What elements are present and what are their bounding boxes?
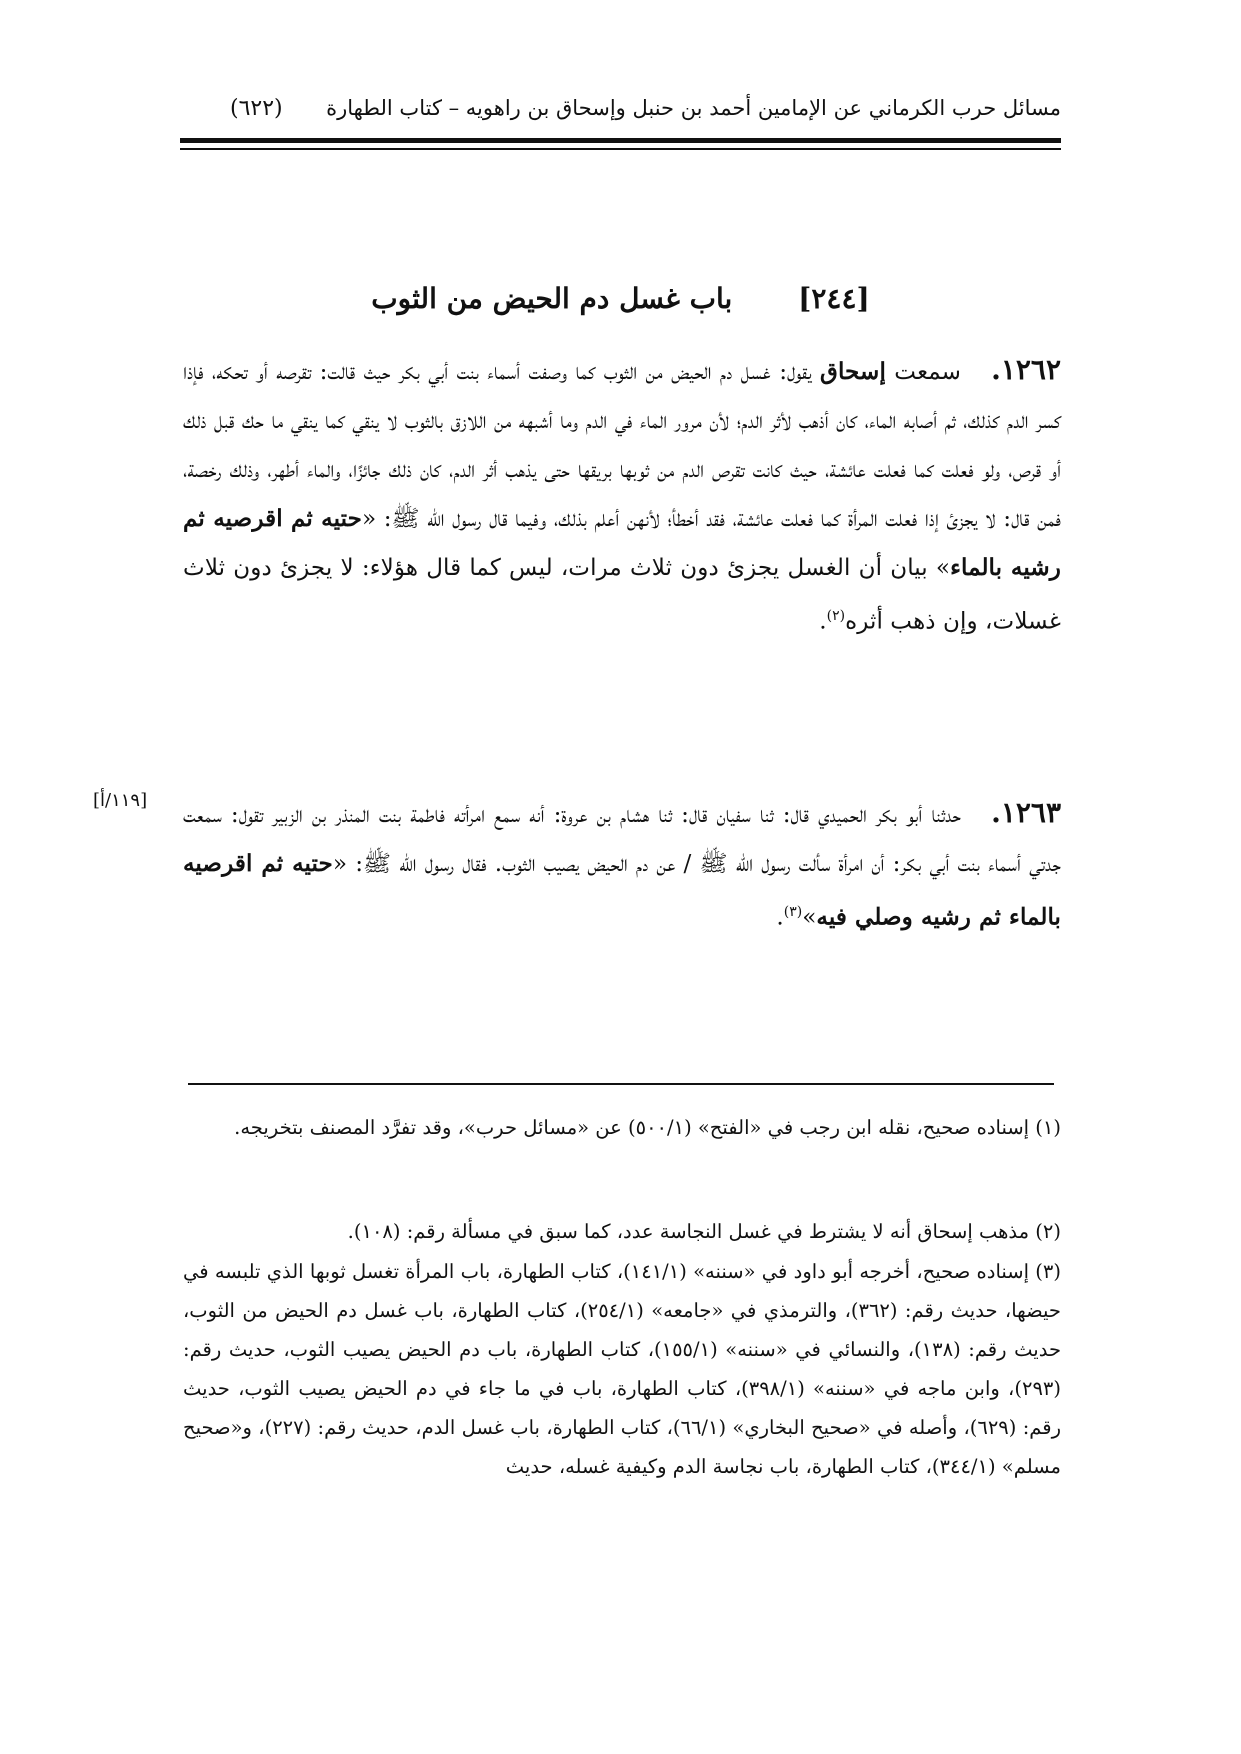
header-title: مسائل حرب الكرماني عن الإمامين أحمد بن حنبل وإسحاق بن راهويه – كتاب الطهارة — [326, 96, 1061, 120]
paragraph-number: ١٢٦٢. — [991, 353, 1061, 386]
footnote-ref[interactable]: (٣) — [783, 904, 803, 920]
chapter-title: باب غسل دم الحيض من الثوب — [371, 282, 733, 315]
paragraph-text: » بيان أن الغسل يجزئ دون ثلاث مرات، ليس كما قال هؤلاء: لا يجزئ دون ثلاث غسلات، وإن ذهب أثره — [183, 554, 1061, 635]
bold-name: إسحاق — [820, 358, 886, 385]
paragraph-1263 — [183, 788, 1061, 942]
paragraph-text: حدثنا أبو بكر الحميدي قال: ثنا سفيان قال: ثنا هشام بن عروة: أنه سمع امرأته فاطمة بنت المنذر بن الزبير تقول: سمعت جدتي أسماء بنت أبي بكر: أن امرأة سألت رسول الله ﷺ / عن دم الحيض يصيب الثوب. فقال رسول الله ﷺ: « — [183, 801, 1061, 877]
paragraph-end: . — [819, 607, 827, 635]
header-rule-thick — [180, 138, 1061, 143]
header-rule-thin — [180, 148, 1061, 150]
paragraph-number: ١٢٦٣. — [991, 796, 1061, 829]
manuscript-folio-ref: [١١٩/أ] — [93, 790, 148, 811]
paragraph-text: » — [802, 903, 817, 931]
chapter-number: [٢٤٤] — [798, 282, 870, 315]
footnote-3: (٣) إسناده صحيح، أخرجه أبو داود في «سننه» (١٤١/١)، كتاب الطهارة، باب المرأة تغسل ثوبها الذي تلبسه في حيضها، حديث رقم: (٣٦٢)، والترمذي في «جامعه» (٢٥٤/١)، كتاب الطهارة، باب غسل دم الحيض من الثوب، حديث رقم: (١٣٨)، والنسائي في «سننه» (١٥٥/١)، كتاب الطهارة، باب دم الحيض يصيب الثوب، حديث رقم: (٢٩٣)، وابن ماجه في «سننه» (٣٩٨/١)، كتاب الطهارة، باب في ما جاء في دم الحيض يصيب الثوب، حديث رقم: (٦٢٩)، وأصله في «صحيح البخاري» (٦٦/١)، كتاب الطهارة، باب غسل الدم، حديث رقم: (٢٢٧)، و«صحيح مسلم» (٣٤٤/١)، كتاب الطهارة، باب نجاسة الدم وكيفية غسله، حديث — [183, 1260, 1062, 1478]
footnote-2: (٢) مذهب إسحاق أنه لا يشترط في غسل النجاسة عدد، كما سبق في مسألة رقم: (١٠٨). — [347, 1220, 1061, 1243]
footnote-separator — [188, 1083, 1054, 1085]
hadith-quote: حتيه ثم اقرصيه بالماء ثم رشيه وصلي فيه — [183, 850, 1061, 931]
running-header — [230, 88, 1061, 128]
chapter-heading — [180, 282, 1061, 315]
paragraph-text: يقول: غسل دم الحيض من الثوب كما وصفت أسماء بنت أبي بكر حيث قالت: تقرصه أو تحكه، فإذا كسر الدم كذلك، ثم أصابه الماء، كان أذهب لأثر الدم؛ لأن مرور الماء في الدم وما أشبهه من اللازق بالثوب لا ينقي كما ينقي ما حك قبل ذلك أو قرص، ولو فعلت كما فعلت عائشة، حيث كانت تقرص الدم من ثوبها بريقها حتى يذهب أثر الدم، كان ذلك جائزًا، والماء أطهر، وذلك رخصة، فمن قال: لا يجزئ إذا فعلت المرأة كما فعلت عائشة، فقد أخطأ؛ لأنهن أعلم بذلك، وفيما قال رسول الله ﷺ: « — [183, 358, 1061, 532]
page-number: (٦٢٢) — [230, 95, 283, 121]
paragraph-text: سمعت — [885, 358, 962, 385]
footnote-ref[interactable]: (٢) — [826, 608, 846, 624]
paragraph-1262 — [183, 345, 1061, 646]
hadith-quote: حتيه ثم اقرصيه ثم رشيه بالماء — [183, 505, 1061, 581]
paragraph-end: . — [776, 903, 784, 931]
footnote-1: (١) إسناده صحيح، نقله ابن رجب في «الفتح» (٥٠٠/١) عن «مسائل حرب»، وقد تفرَّد المصنف بتخريجه. — [234, 1116, 1061, 1139]
